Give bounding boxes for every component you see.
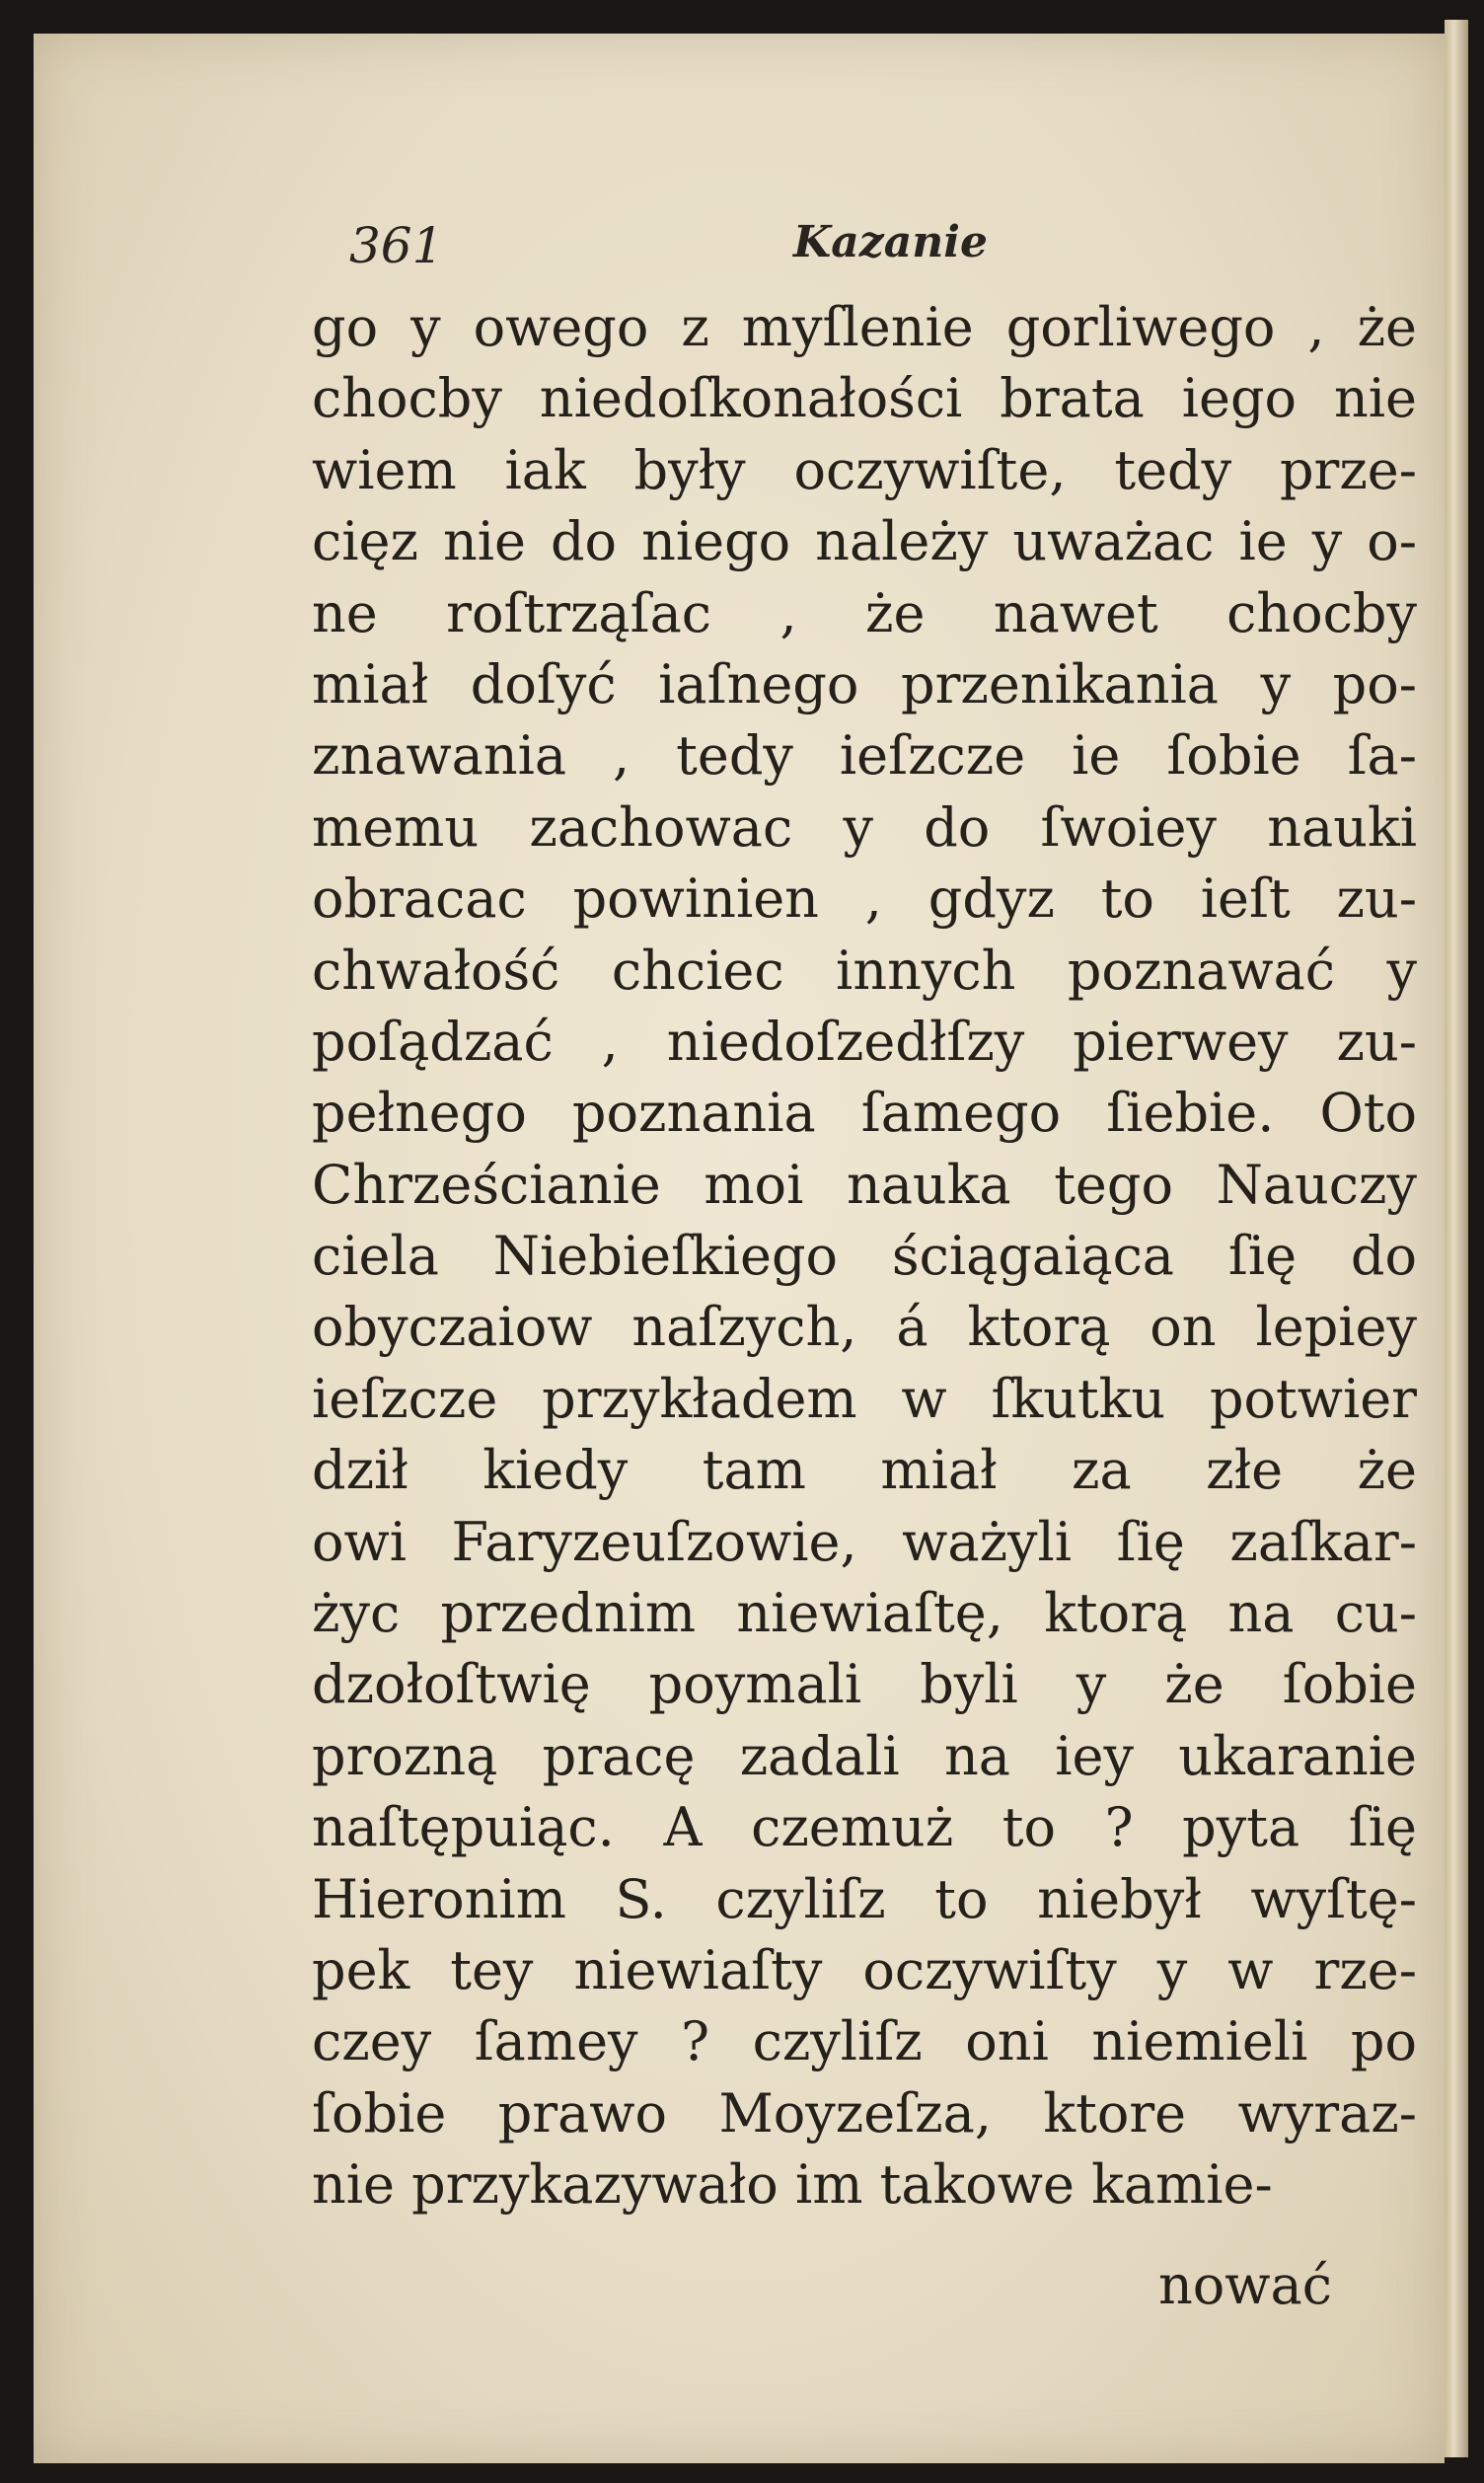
text-line: życ przednim niewiaſtę, ktorą na cu- <box>312 1582 1417 1645</box>
page-number: 361 <box>349 217 444 274</box>
book-spine-edge <box>1445 20 1468 2457</box>
text-line: naſtępuiąc. A czemuż to ? pyta ſię <box>312 1796 1417 1859</box>
text-line: nie przykazywało im takowe kamie- <box>312 2153 1273 2217</box>
text-line: prozną pracę zadali na iey ukaranie <box>312 1724 1417 1787</box>
text-line: ciela Niebieſkiego ściągaiąca ſię do <box>312 1225 1417 1288</box>
text-line: znawania , tedy ieſzcze ie ſobie ſa- <box>312 724 1417 788</box>
catchword: nować <box>1158 2254 1332 2316</box>
text-line: Chrześcianie moi nauka tego Nauczy <box>312 1153 1417 1216</box>
text-line: pełnego poznania ſamego ſiebie. Oto <box>312 1082 1417 1145</box>
running-title: Kazanie <box>793 217 988 267</box>
text-line: owi Faryzeuſzowie, ważyli ſię zaſkar- <box>312 1510 1417 1573</box>
text-line: Hieronim S. czyliſz to niebył wyſtę- <box>312 1867 1417 1930</box>
text-body <box>312 292 1417 2221</box>
text-line: go y owego z myſlenie gorliwego , że <box>312 296 1417 358</box>
text-line: dził kiedy tam miał za złe że <box>312 1439 1417 1502</box>
text-line: ieſzcze przykładem w ſkutku potwier <box>312 1367 1417 1430</box>
text-line: dzołoſtwię poymali byli y że ſobie <box>312 1653 1417 1716</box>
text-line: ne roſtrząſac , że nawet chocby <box>312 581 1417 644</box>
text-line: chocby niedoſkonałości brata iego nie <box>312 367 1417 430</box>
text-line: ſobie prawo Moyzeſza, ktore wyraz- <box>312 2081 1417 2144</box>
text-line: miał doſyć iaſnego przenikania y po- <box>312 652 1417 715</box>
text-line: poſądzać , niedoſzedłſzy pierwey zu- <box>312 1010 1417 1073</box>
text-line: obracac powinien , gdyz to ieſt zu- <box>312 867 1417 931</box>
text-line: wiem iak były oczywiſte, tedy prze- <box>312 438 1417 501</box>
page-header <box>34 217 1445 286</box>
page-sheet <box>34 34 1445 2463</box>
text-line: obyczaiow naſzych, á ktorą on lepiey <box>312 1296 1417 1359</box>
text-line: chwałość chciec innych poznawać y <box>312 939 1417 1002</box>
text-line: memu zachowac y do ſwoiey nauki <box>312 795 1417 859</box>
text-line: pek tey niewiaſty oczywiſty y w rze- <box>312 1938 1417 2001</box>
text-line: czey ſamey ? czyliſz oni niemieli po <box>312 2010 1417 2073</box>
text-line: cięz nie do niego należy uważac ie y o- <box>312 510 1417 573</box>
